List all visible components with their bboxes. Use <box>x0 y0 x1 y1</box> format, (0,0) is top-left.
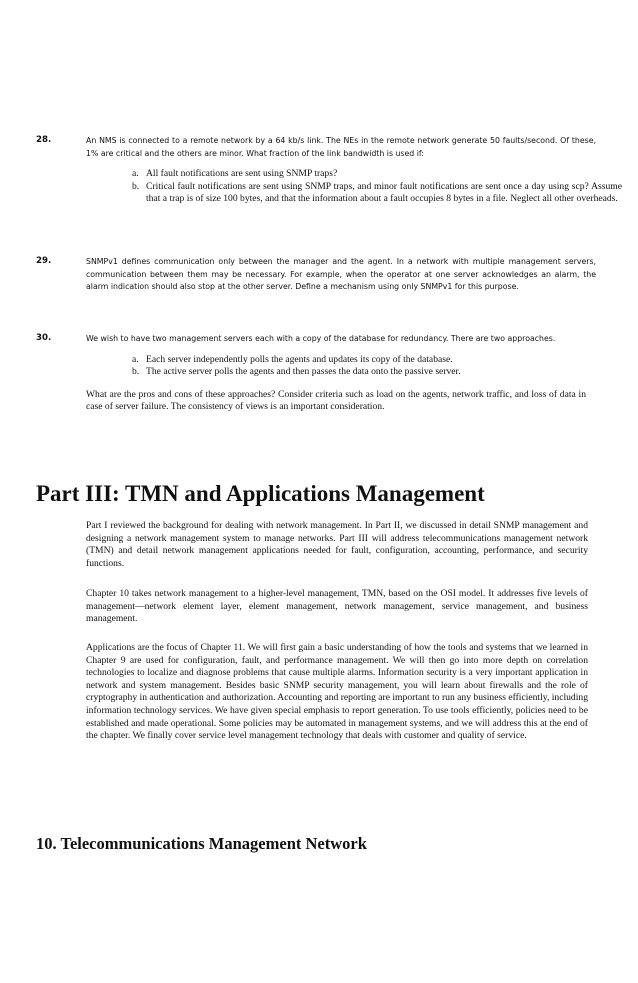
subitem-a <box>132 354 622 367</box>
question-text: An NMS is connected to a remote network by a 64 kb/s link. The NEs in the remote network generate 50 faults/second. Of these, 1% are critical and the others are minor. What fraction of the link bandwidth is used if: <box>86 136 596 158</box>
part-paragraph-3: Applications are the focus of Chapter 11. We will first gain a basic understanding of how the tools and systems that we learned in Chapter 9 are used for configuration, fault, and performance management. We will then go into more depth on correlation technologies to localize and diagnose problems that cause multiple alarms. Information security is a very important application in network and system management. Besides basic SNMP security management, you will learn about firewalls and the role of cryptography in authentication and authorization. Accounting and reporting are important to run any business efficiently, including information technology services. We have given special emphasis to report generation. To use tools efficiently, policies need to be established and made operational. Some policies may be automated in management systems, and we will address this at the end of the chapter. We finally cover service level management technology that deals with customer and quality of service. <box>86 642 588 742</box>
question-text: SNMPv1 defines communication only between the manager and the agent. In a network with multiple management servers, communication between them may be necessary. For example, when the operator at one server acknowledges an alarm, the alarm indication should also stop at the other server. Define a mechanism using only SNMPv1 for this purpose. <box>86 257 596 291</box>
subitem-text: Critical fault notifications are sent using SNMP traps, and minor fault notifications are sent once a day using scp? Assume that a trap is of size 100 bytes, and that the information about a fault occupies 8 bytes in a file. Neglect all other overheads. <box>146 180 622 204</box>
question-followup: What are the pros and cons of these approaches? Consider criteria such as load on the agents, network traffic, and loss of data in case of server failure. The consistency of views is an important consideration. <box>86 388 586 412</box>
subitem-label: b. <box>132 180 140 192</box>
question-29 <box>36 256 596 294</box>
question-number: 30. <box>36 333 52 343</box>
question-subitems <box>132 354 622 379</box>
subitem-label: a. <box>132 168 139 179</box>
subitem-a <box>132 168 622 181</box>
subitem-b <box>132 366 622 379</box>
part-title: Part III: TMN and Applications Management <box>36 481 485 506</box>
question-30 <box>36 333 596 414</box>
subitem-text: The active server polls the agents and then passes the data onto the passive server. <box>146 366 461 377</box>
question-28 <box>36 135 622 206</box>
subitem-text: Each server independently polls the agents and updates its copy of the database. <box>146 353 453 365</box>
question-number: 29. <box>36 256 52 266</box>
subitem-label: a. <box>132 353 139 365</box>
question-text: We wish to have two management servers each with a copy of the database for redundancy. There are two approaches. <box>86 334 556 343</box>
part-paragraph-1: Part I reviewed the background for dealing with network management. In Part II, we discussed in detail SNMP management and designing a network management system to manage networks. Part III will address telecommunications management network (TMN) and detail network management applications needed for fault, configuration, accounting, performance, and security functions. <box>86 520 588 569</box>
part-paragraph-2: Chapter 10 takes network management to a higher-level management, TMN, based on the OSI model. It addresses five levels of management—network element layer, element management, network management, service management, and business management. <box>86 588 588 625</box>
subitem-b <box>132 181 622 206</box>
subitem-label: b. <box>132 366 140 377</box>
chapter-title: 10. Telecommunications Management Network <box>36 834 367 853</box>
question-subitems <box>132 168 622 206</box>
question-number: 28. <box>36 135 52 145</box>
subitem-text: All fault notifications are sent using SNMP traps? <box>146 168 338 179</box>
